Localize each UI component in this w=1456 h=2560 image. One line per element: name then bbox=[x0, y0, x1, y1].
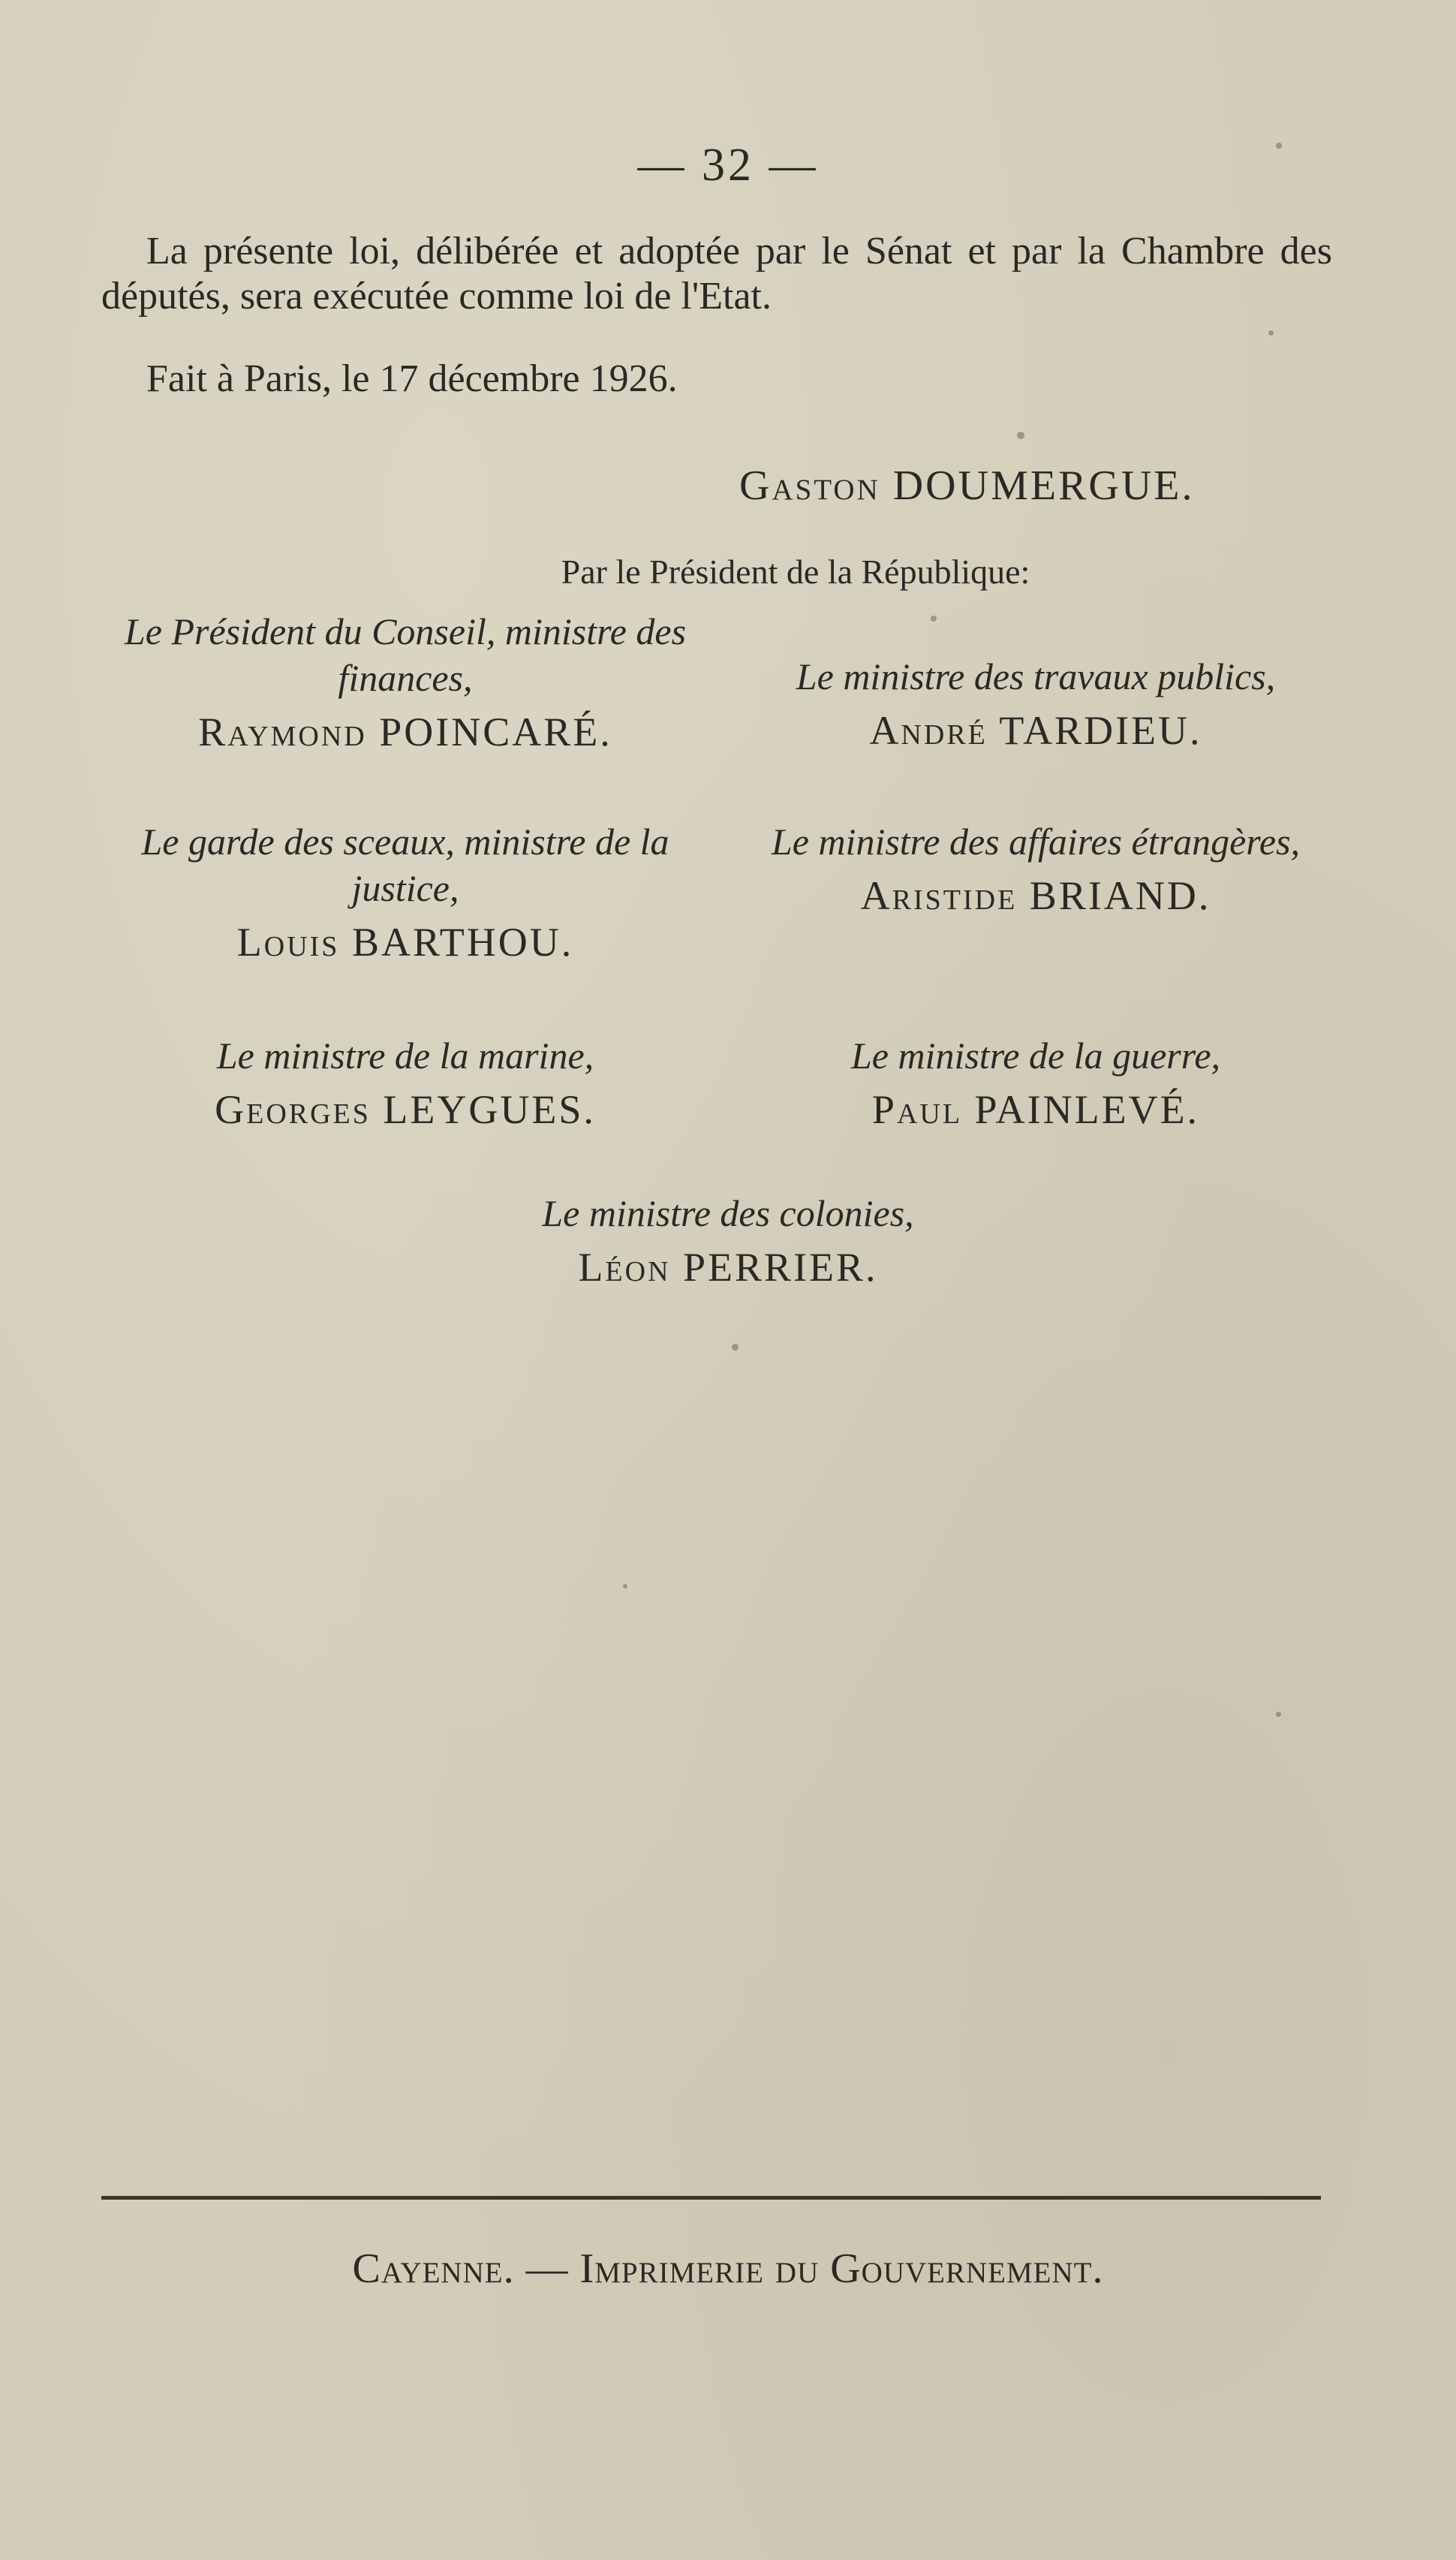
president-signature: Gaston DOUMERGUE. bbox=[739, 462, 1195, 509]
paper-speck bbox=[1268, 330, 1274, 336]
signature-block-right-1 bbox=[720, 653, 1351, 754]
signature-name: Georges LEYGUES. bbox=[215, 1087, 596, 1132]
signature-title: Le ministre de la guerre, bbox=[850, 1035, 1221, 1077]
signature-name: Raymond POINCARÉ. bbox=[198, 709, 612, 754]
paper-speck bbox=[1017, 432, 1024, 439]
enactment-paragraph: La présente loi, délibérée et adoptée par le Sénat et par la Chambre des députés, sera exécutée comme loi de l'Etat. bbox=[101, 230, 1332, 318]
par-le-president-line: Par le Président de la République: bbox=[561, 553, 1030, 591]
page-number: — 32 — bbox=[637, 140, 819, 191]
signature-title: Le ministre des colonies, bbox=[542, 1192, 914, 1234]
signature-title: Le ministre des affaires étrangères, bbox=[771, 821, 1301, 863]
signature-title: Le garde des sceaux, ministre de la justice, bbox=[141, 821, 669, 909]
signature-title: Le ministre des travaux publics, bbox=[796, 655, 1276, 697]
signature-block-right-3 bbox=[720, 1032, 1351, 1133]
signature-name: Léon PERRIER. bbox=[578, 1245, 878, 1290]
signature-title: Le ministre de la marine, bbox=[216, 1035, 594, 1077]
paper-speck bbox=[623, 1584, 627, 1589]
signature-block-right-2 bbox=[720, 818, 1351, 919]
paper-speck bbox=[931, 616, 937, 622]
signature-name: Paul PAINLEVÉ. bbox=[871, 1087, 1200, 1132]
paper-speck bbox=[732, 1344, 739, 1351]
signature-title: Le Président du Conseil, ministre des finances, bbox=[124, 610, 687, 699]
signature-block-left-1 bbox=[90, 608, 720, 755]
footer-rule bbox=[101, 2196, 1321, 2200]
signature-block-center bbox=[413, 1190, 1043, 1291]
signature-block-left-2 bbox=[90, 818, 720, 965]
paper-speck bbox=[1276, 1712, 1281, 1717]
signature-name: André TARDIEU. bbox=[869, 708, 1202, 753]
printer-footer: Cayenne. — Imprimerie du Gouvernement. bbox=[352, 2245, 1104, 2292]
signature-block-left-3 bbox=[90, 1032, 720, 1133]
date-paragraph: Fait à Paris, le 17 décembre 1926. bbox=[146, 357, 678, 400]
signature-name: Louis BARTHOU. bbox=[236, 920, 574, 965]
signature-name: Aristide BRIAND. bbox=[860, 873, 1211, 918]
